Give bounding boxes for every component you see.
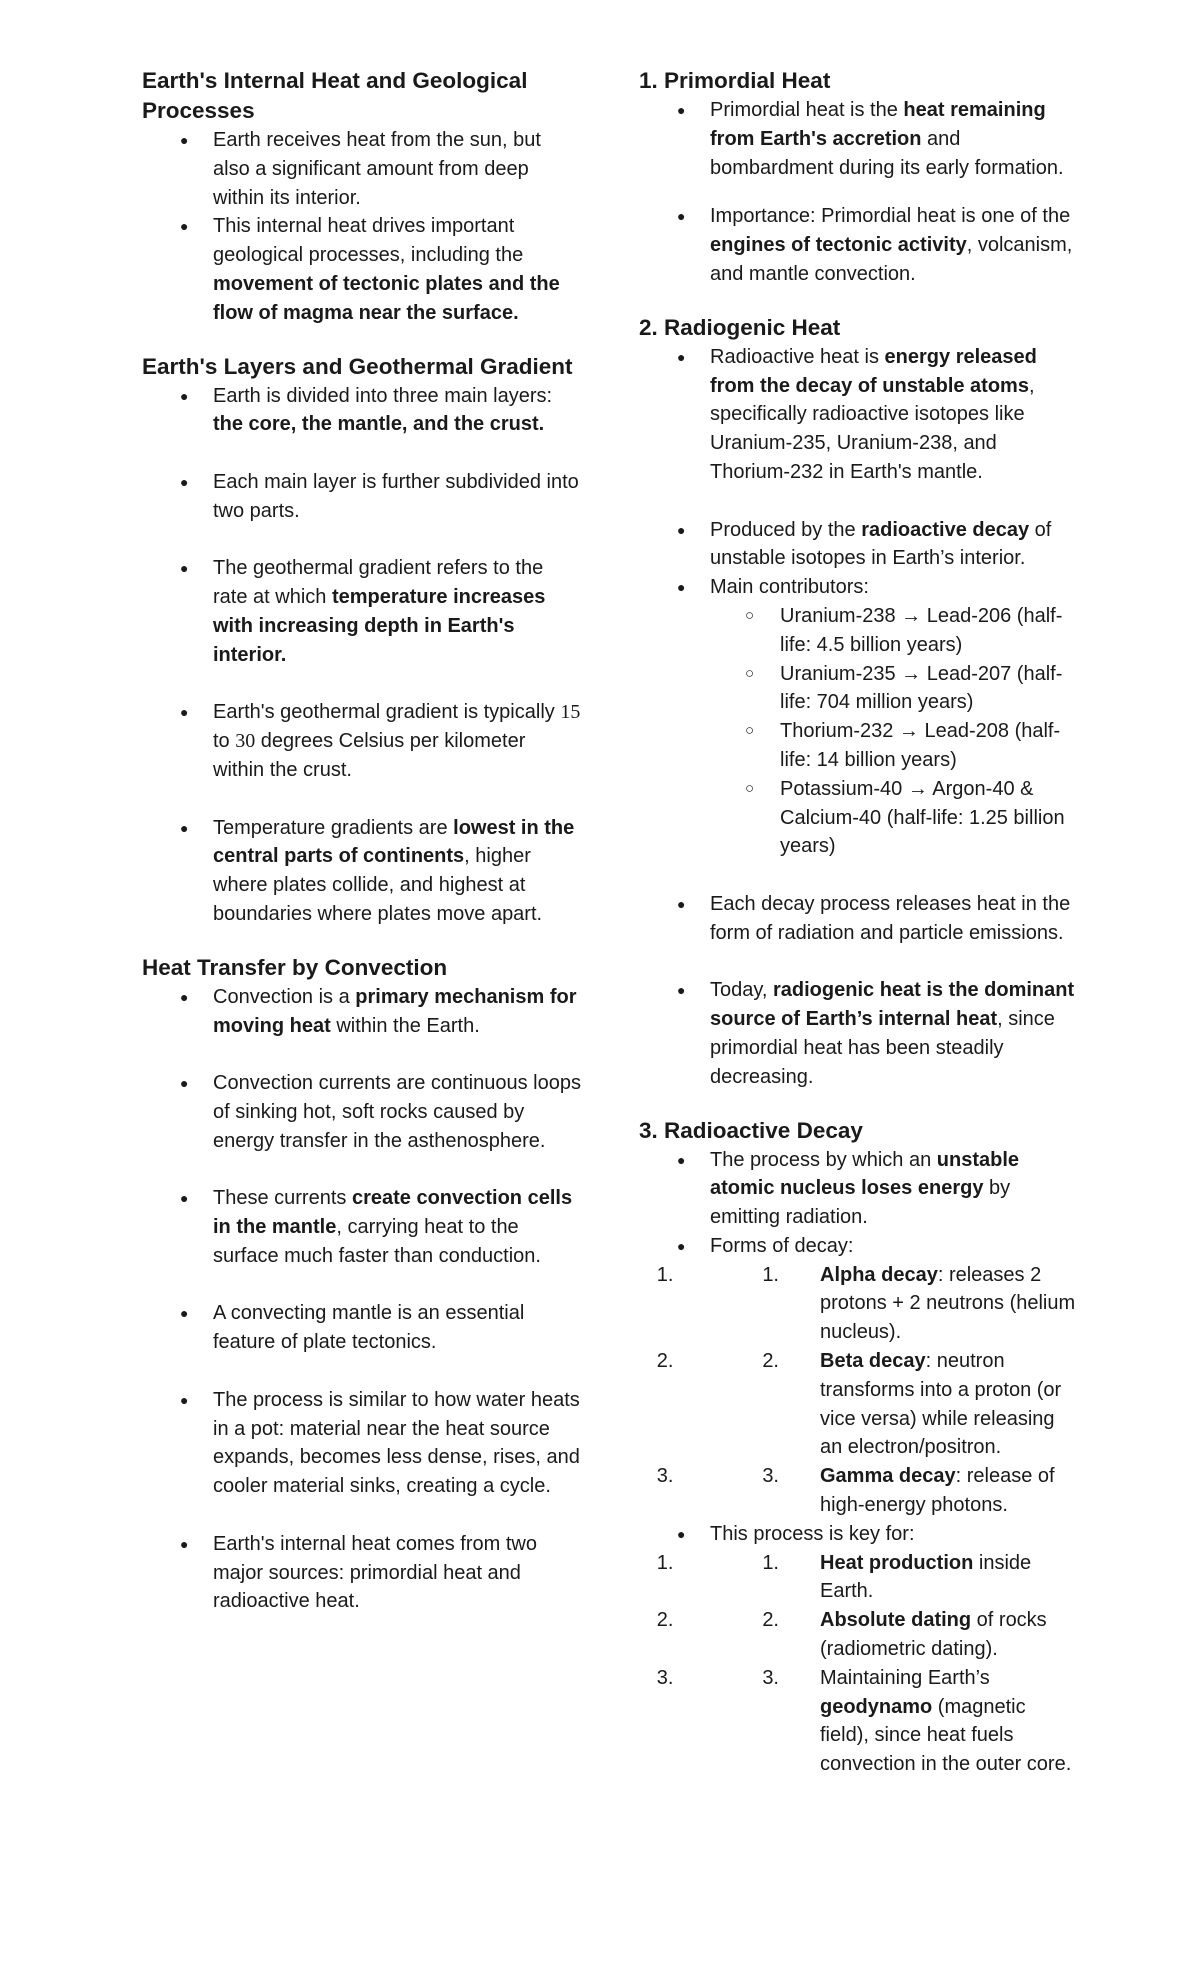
numbered-item: 2. 2. Absolute dating of rocks (radiometric dating).	[679, 1606, 1079, 1664]
list-item: ● Today, radiogenic heat is the dominant source of Earth’s internal heat, since primordial heat has been steadily decreasing.	[639, 976, 1079, 1091]
list-item: ● This internal heat drives important geological processes, including the movement of tectonic plates and the flow of magma near the surface.	[142, 212, 582, 327]
section-primordial-heat	[639, 66, 1079, 289]
sub-list-item: ○ Uranium-238 → Lead-206 (half-life: 4.5 billion years)	[639, 602, 1079, 660]
numbered-item: 2. 2. Beta decay: neutron transforms into a proton (or vice versa) while releasing an electron/positron.	[679, 1347, 1079, 1462]
numbered-list	[639, 1261, 1079, 1520]
bullet-marker: ●	[677, 982, 686, 999]
bullet-marker: ●	[180, 218, 189, 235]
list-item: ● Earth is divided into three main layers: the core, the mantle, and the crust.	[142, 382, 582, 440]
section-heading: 3. Radioactive Decay	[639, 1117, 863, 1143]
bullet-marker: ●	[677, 1151, 686, 1168]
sub-bullet-marker: ○	[745, 779, 755, 797]
bullet-list	[639, 343, 1079, 1092]
bullet-marker: ●	[180, 704, 189, 721]
numbered-item: 1. 1. Heat production inside Earth.	[679, 1549, 1079, 1607]
bullet-marker: ●	[180, 473, 189, 490]
bullet-list	[142, 126, 582, 328]
list-item: ● Importance: Primordial heat is one of the engines of tectonic activity, volcanism, and mantle convection.	[639, 202, 1079, 288]
list-item: ● The process by which an unstable atomic nucleus loses energy by emitting radiation.	[639, 1146, 1079, 1232]
section-convection	[142, 953, 582, 1617]
bullet-marker: ●	[180, 1305, 189, 1322]
bullet-list	[639, 96, 1079, 289]
bullet-marker: ●	[180, 1190, 189, 1207]
list-item: ● This process is key for: 1. 1. Heat production inside Earth. 2. 2. Absolute dating of rocks (radiometric dating). 3. 3. Maintaining Earth’s geodynamo (magnetic field), since heat fuels convection in the outer core.	[639, 1520, 1079, 1779]
section-radioactive-decay	[639, 1116, 1079, 1780]
sub-list-item: ○ Uranium-235 → Lead-207 (half-life: 704 million years)	[639, 660, 1079, 718]
bullet-marker: ●	[677, 348, 686, 365]
list-item: ● Main contributors: ○ Uranium-238 → Lead-206 (half-life: 4.5 billion years) ○ Uranium-235 → Lead-207 (half-life: 704 million years) ○ Thorium-232 → Lead-208 (half-life: 14 billion years) ○ Potassium-40 → Argon-40 & Calcium-40 (half-life: 1.25 billion years)	[639, 573, 1079, 861]
list-item: ● The process is similar to how water heats in a pot: material near the heat source expands, becomes less dense, rises, and cooler material sinks, creating a cycle.	[142, 1386, 582, 1501]
section-heading: Heat Transfer by Convection	[142, 954, 448, 980]
bullet-marker: ●	[180, 132, 189, 148]
bullet-marker: ●	[180, 1391, 189, 1408]
list-item: ● Convection is a primary mechanism for moving heat within the Earth.	[142, 983, 582, 1041]
list-item: ● Forms of decay: 1. 1. Alpha decay: releases 2 protons + 2 neutrons (helium nucleus). 2. 2. Beta decay: neutron transforms into a proton (or vice versa) while releasing an electron/positron. 3. 3. Gamma decay: release of high-energy photons.	[639, 1232, 1079, 1520]
section-internal-heat	[142, 66, 582, 328]
list-item: ● Temperature gradients are lowest in the central parts of continents, higher where plates collide, and highest at boundaries where plates move apart.	[142, 814, 582, 929]
bullet-marker: ●	[180, 988, 189, 1005]
list-item: ● Primordial heat is the heat remaining from Earth's accretion and bombardment during its early formation.	[639, 96, 1079, 182]
list-item: ● A convecting mantle is an essential feature of plate tectonics.	[142, 1299, 582, 1357]
list-item: ● Each main layer is further subdivided into two parts.	[142, 468, 582, 526]
list-item: ● Each decay process releases heat in the form of radiation and particle emissions.	[639, 890, 1079, 948]
bullet-marker: ●	[677, 895, 686, 912]
bullet-marker: ●	[677, 102, 686, 118]
section-layers-gradient	[142, 352, 582, 929]
bullet-list	[142, 382, 582, 929]
section-heading: Earth's Internal Heat and Geological Processes	[142, 68, 528, 123]
list-item: ● The geothermal gradient refers to the rate at which temperature increases with increasing depth in Earth's interior.	[142, 554, 582, 669]
bullet-marker: ●	[677, 1237, 686, 1254]
bullet-marker: ●	[180, 387, 189, 404]
list-item: ● Earth's internal heat comes from two major sources: primordial heat and radioactive heat.	[142, 1530, 582, 1616]
right-column	[639, 66, 1079, 1803]
bullet-marker: ●	[180, 560, 189, 577]
section-heading: Earth's Layers and Geothermal Gradient	[142, 353, 573, 379]
section-radiogenic-heat	[639, 313, 1079, 1092]
bullet-list	[639, 1146, 1079, 1780]
section-heading: 2. Radiogenic Heat	[639, 314, 841, 340]
list-item: ● Produced by the radioactive decay of unstable isotopes in Earth’s interior.	[639, 516, 1079, 574]
sub-bullet-marker: ○	[745, 664, 755, 682]
sub-list-item: ○ Potassium-40 → Argon-40 & Calcium-40 (half-life: 1.25 billion years)	[639, 775, 1079, 861]
left-column	[142, 66, 582, 1640]
bullet-marker: ●	[677, 1525, 686, 1542]
numbered-item: 1. 1. Alpha decay: releases 2 protons + 2 neutrons (helium nucleus).	[679, 1261, 1079, 1347]
list-item: ● Earth receives heat from the sun, but also a significant amount from deep within its interior.	[142, 126, 582, 212]
sub-list-item: ○ Thorium-232 → Lead-208 (half-life: 14 billion years)	[639, 717, 1079, 775]
sub-bullet-marker: ○	[745, 606, 755, 624]
sub-bullet-marker: ○	[745, 722, 755, 740]
bullet-list	[142, 983, 582, 1617]
list-item: ● Radioactive heat is energy released from the decay of unstable atoms, specifically radioactive isotopes like Uranium-235, Uranium-238, and Thorium-232 in Earth's mantle.	[639, 343, 1079, 487]
bullet-marker: ●	[677, 521, 686, 538]
numbered-item: 3. 3. Gamma decay: release of high-energy photons.	[679, 1462, 1079, 1520]
numbered-list	[639, 1549, 1079, 1779]
bullet-marker: ●	[180, 1075, 189, 1092]
list-item: ● Convection currents are continuous loops of sinking hot, soft rocks caused by energy transfer in the asthenosphere.	[142, 1069, 582, 1155]
bullet-marker: ●	[677, 579, 686, 596]
sub-bullet-list	[639, 602, 1079, 861]
bullet-marker: ●	[180, 1535, 189, 1552]
list-item: ● Earth's geothermal gradient is typically 15 to 30 degrees Celsius per kilometer within the crust.	[142, 698, 582, 784]
bullet-marker: ●	[180, 819, 189, 836]
list-item: ● These currents create convection cells in the mantle, carrying heat to the surface much faster than conduction.	[142, 1184, 582, 1270]
section-heading: 1. Primordial Heat	[639, 68, 831, 93]
bullet-marker: ●	[677, 208, 686, 225]
numbered-item: 3. 3. Maintaining Earth’s geodynamo (magnetic field), since heat fuels convection in the outer core.	[679, 1664, 1079, 1779]
